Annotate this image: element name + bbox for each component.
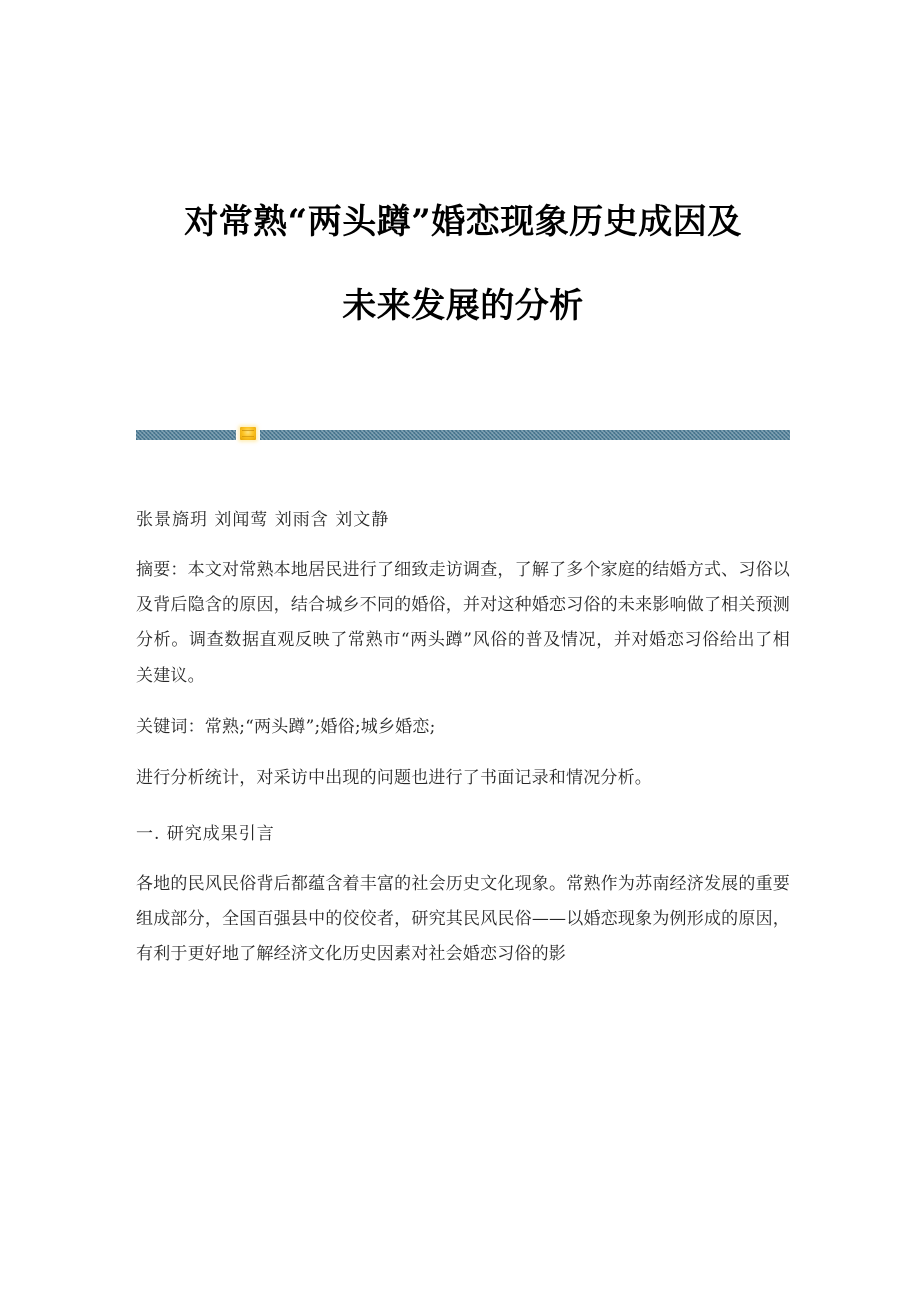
decorative-divider: [136, 422, 790, 444]
keywords-line: 关键词：常熟;“两头蹲”;婚俗;城乡婚恋;: [136, 716, 436, 737]
method-note-line: 进行分析统计，对采访中出现的问题也进行了书面记录和情况分析。: [136, 768, 652, 789]
gold-bar-ornament-icon: [240, 427, 256, 440]
page-title: [136, 0, 790, 326]
divider-bar-right: [260, 430, 790, 440]
divider-bar-left: [136, 430, 236, 440]
page-content: [136, 0, 790, 973]
author-byline: 张景旖玥 刘闻莺 刘雨含 刘文静: [136, 510, 390, 530]
abstract-paragraph: 摘要：本文对常熟本地居民进行了细致走访调查，了解了多个家庭的结婚方式、习俗以及背后隐含的原因，结合城乡不同的婚俗，并对这种婚恋习俗的未来影响做了相关预测分析。调查数据直观反映了常熟市“两头蹲”风俗的普及情况，并对婚恋习俗给出了相关建议。: [136, 559, 790, 686]
page-title-line-2: 未来发展的分析: [342, 286, 584, 326]
page-title-line-1: 对常熟“两头蹲”婚恋现象历史成因及: [184, 202, 742, 242]
section-heading-1: 一. 研究成果引言: [136, 823, 275, 844]
section-1-body: 各地的民风民俗背后都蕴含着丰富的社会历史文化现象。常熟作为苏南经济发展的重要组成部分，全国百强县中的佼佼者，研究其民风民俗——以婚恋现象为例形成的原因，有利于更好地了解经济文化历史因素对社会婚恋习俗的影: [136, 873, 790, 965]
